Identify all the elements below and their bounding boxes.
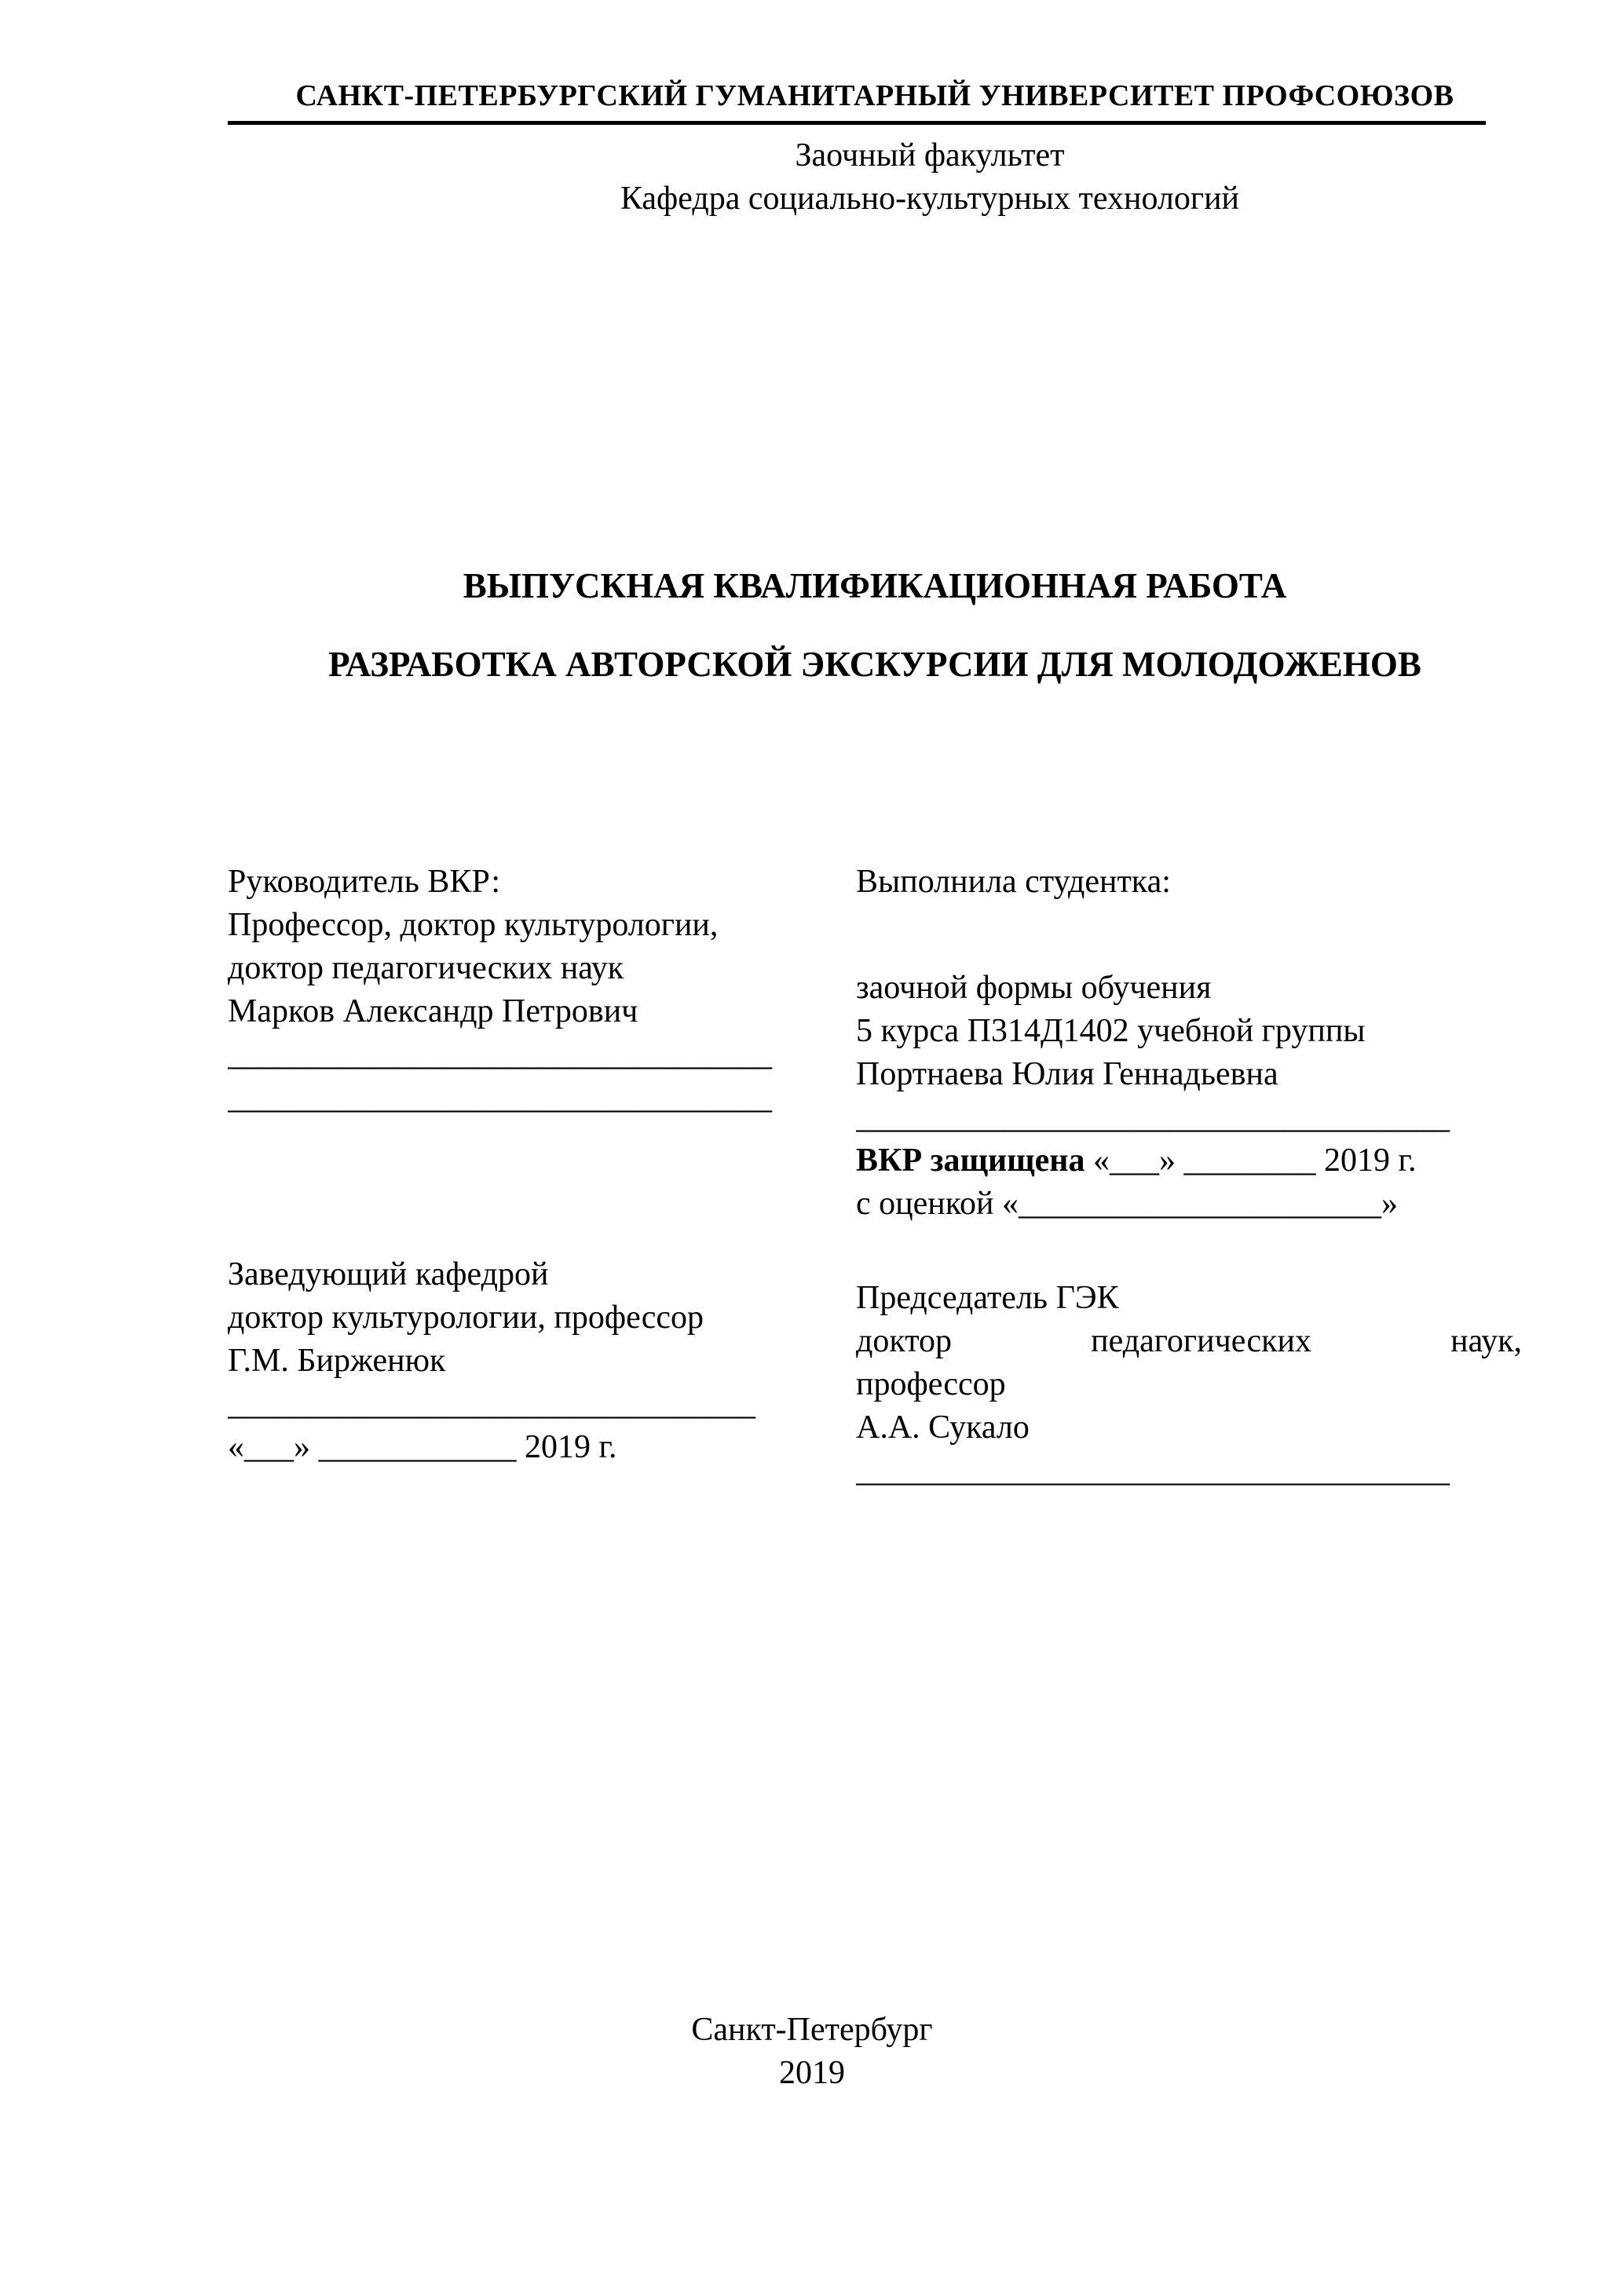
student-column: [856, 861, 1522, 1493]
head-department-signature-line: ________________________________: [228, 1386, 755, 1422]
supervisor-name: Марков Александр Петрович: [228, 993, 638, 1029]
student-name: Портнаева Юлия Геннадьевна: [856, 1056, 1278, 1092]
committee-chair-degree-2: профессор: [856, 1366, 1006, 1402]
head-department-date-line: «___» ____________ 2019 г.: [228, 1429, 617, 1465]
committee-chair-name: А.А. Сукало: [856, 1409, 1030, 1446]
work-topic-line: РАЗРАБОТКА АВТОРСКОЙ ЭКСКУРСИИ ДЛЯ МОЛОДОЖЕНОВ: [328, 645, 1421, 684]
degree-word-2: педагогических: [1091, 1323, 1311, 1359]
faculty-name: Заочный факультет: [795, 137, 1065, 174]
student-group: 5 курса П314Д1402 учебной группы: [856, 1013, 1366, 1049]
head-department-degree: доктор культурологии, профессор: [228, 1300, 704, 1336]
student-study-form: заочной формы обучения: [856, 970, 1212, 1006]
department-name: Кафедра социально-культурных технологий: [620, 181, 1240, 217]
head-department-name: Г.М. Бирженюк: [228, 1343, 446, 1379]
supervisor-heading: Руководитель ВКР:: [228, 864, 501, 900]
degree-word-1: доктор: [856, 1323, 953, 1359]
degree-word-3: наук,: [1450, 1323, 1522, 1359]
committee-chair-signature-line: ____________________________________: [856, 1453, 1450, 1489]
student-signature-line: ____________________________________: [856, 1099, 1450, 1135]
imprint-city: Санкт-Петербург: [691, 2012, 933, 2048]
supervisor-signature-line: _________________________________: [228, 1036, 772, 1073]
supervisor-column: [228, 861, 856, 1493]
student-heading: Выполнила студентка:: [856, 864, 1171, 900]
work-title-block: [228, 547, 1522, 704]
head-department-title: Заведующий кафедрой: [228, 1256, 549, 1292]
university-name: САНКТ-ПЕТЕРБУРГСКИЙ ГУМАНИТАРНЫЙ УНИВЕРСИТЕТ ПРОФСОЮЗОВ: [295, 79, 1454, 112]
imprint-year: 2019: [779, 2055, 845, 2091]
university-header: [228, 0, 1522, 125]
header-rule: [228, 121, 1486, 125]
committee-chair-block: [856, 1277, 1522, 1450]
student-info-block: [856, 967, 1522, 1096]
grade-line: с оценкой «______________________»: [856, 1186, 1398, 1222]
committee-chair-title: Председатель ГЭК: [856, 1280, 1119, 1316]
supervisor-degree: Профессор, доктор культурологии, доктор педагогических наук: [228, 907, 719, 986]
committee-chair-degree: [856, 1320, 1522, 1363]
defense-date-line: [856, 1139, 1522, 1183]
head-department-block: [228, 1253, 801, 1383]
faculty-block: [283, 134, 1577, 221]
imprint: [0, 2009, 1624, 2095]
work-type-line: ВЫПУСКНАЯ КВАЛИФИКАЦИОННАЯ РАБОТА: [463, 566, 1287, 605]
signatories-section: [228, 861, 1522, 1493]
defense-label: ВКР защищена: [856, 1143, 1085, 1179]
defense-date-blanks: «___» ________ 2019 г.: [1084, 1143, 1417, 1179]
supervisor-signature-line-2: _________________________________: [228, 1080, 772, 1116]
